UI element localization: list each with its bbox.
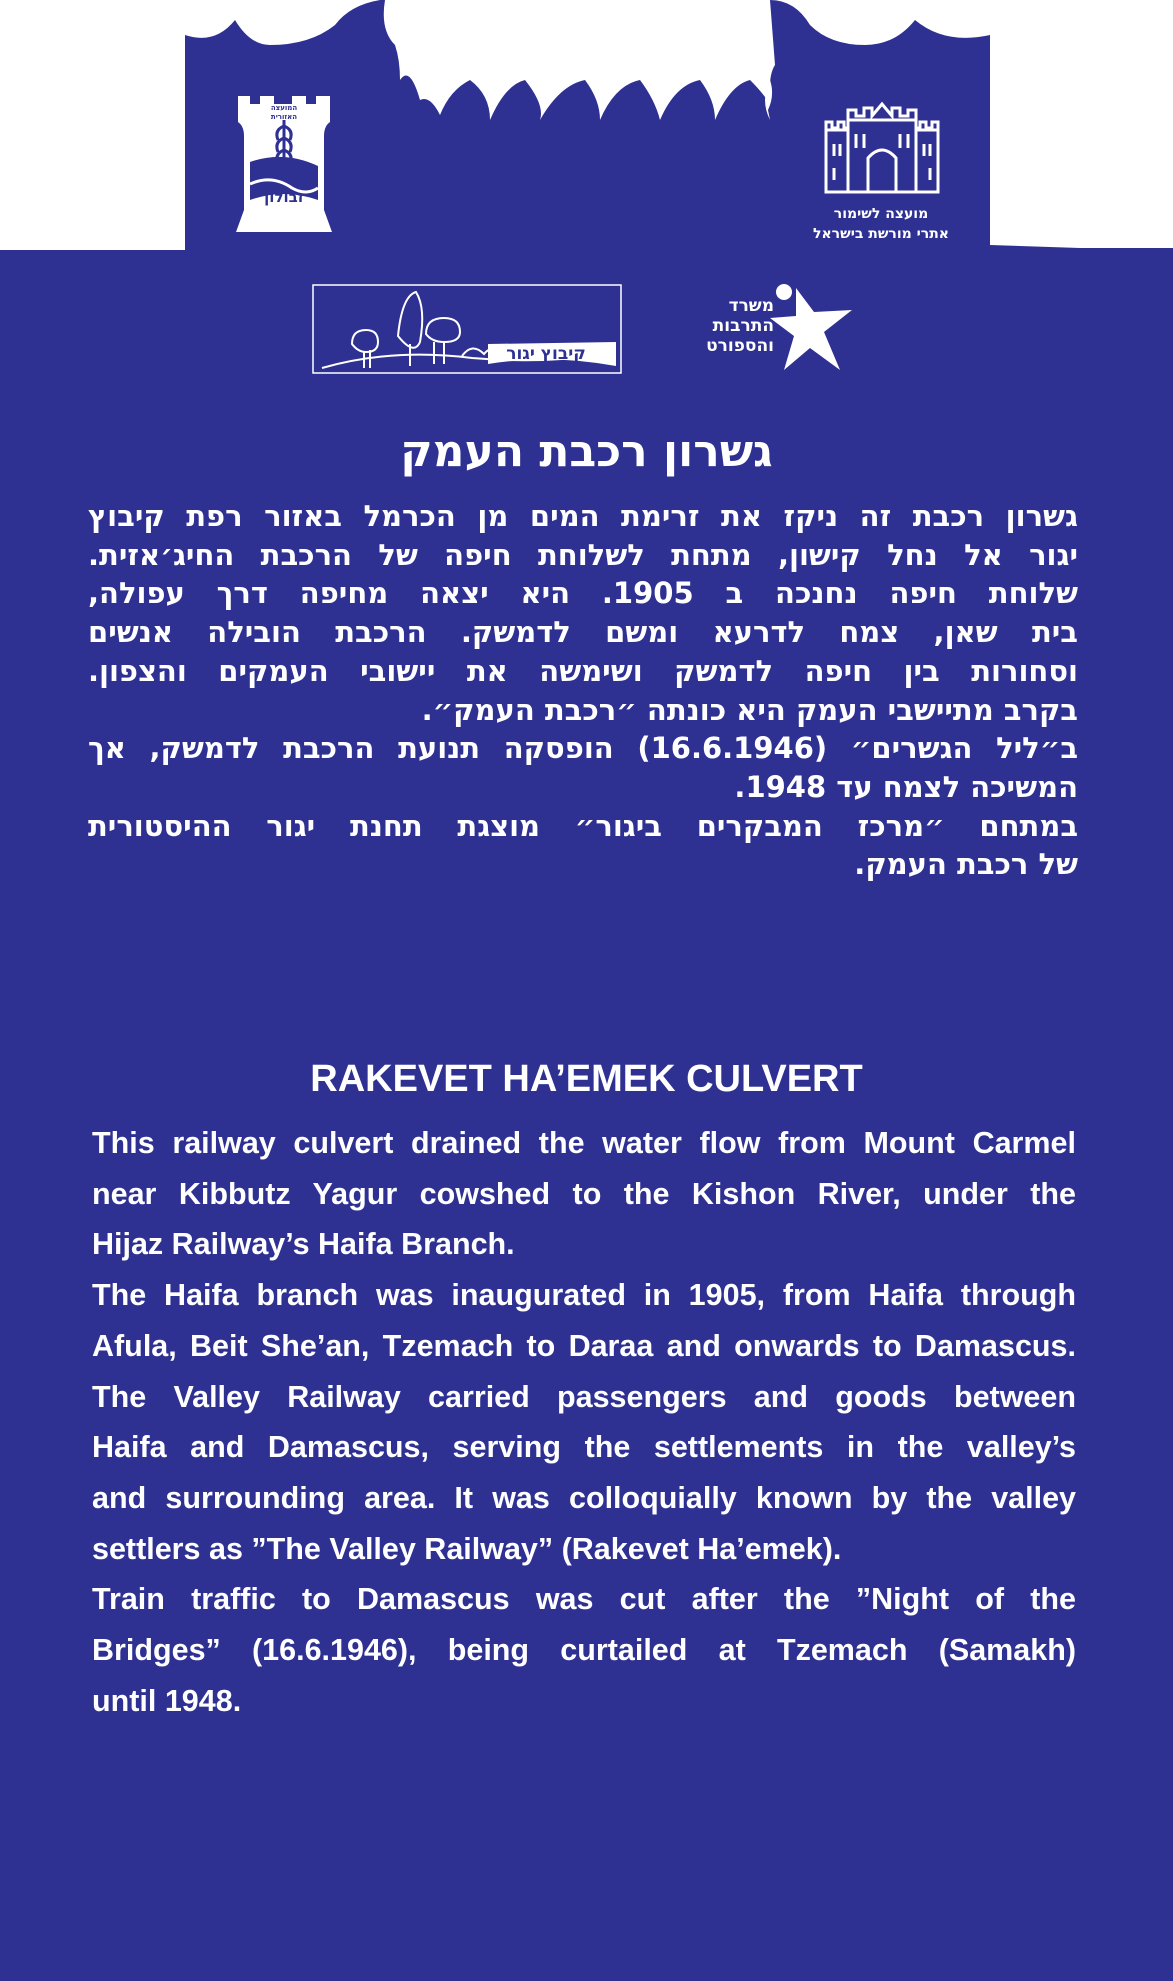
- ministry-star-figure-icon: [770, 282, 860, 374]
- heritage-caption-line2: אתרי מורשת בישראל: [813, 226, 949, 242]
- english-line: The Haifa branch was inaugurated in 1905, from Haifa through: [92, 1278, 1076, 1313]
- hebrew-line: שלוחת חיפה נחנכה ב 1905. היא יצאה מחיפה דרך עפולה,: [88, 576, 1078, 611]
- ministry-logo: [770, 282, 860, 374]
- ministry-line3: והספורט: [706, 336, 774, 356]
- regional-council-top-text: המועצה האזורית: [270, 104, 298, 121]
- hebrew-line: המשיכה לצמח עד 1948.: [734, 769, 1078, 804]
- english-line: The Valley Railway carried passengers and goods between: [92, 1379, 1076, 1414]
- english-line: until 1948.: [92, 1683, 242, 1718]
- english-line: near Kibbutz Yagur cowshed to the Kishon River, under the: [92, 1176, 1076, 1211]
- hebrew-line: ב״ליל הגשרים״ (16.6.1946) הופסקה תנועת הרכבת לדמשק, אך: [88, 731, 1079, 766]
- english-line: Haifa and Damascus, serving the settlements in the valley’s: [92, 1430, 1076, 1465]
- english-line: Bridges” (16.6.1946), being curtailed at Tzemach (Samakh): [92, 1633, 1076, 1668]
- regional-council-name: זבולון: [264, 188, 304, 206]
- english-line: Afula, Beit She’an, Tzemach to Daraa and onwards to Damascus.: [92, 1328, 1076, 1363]
- hebrew-line: במתחם ״מרכז המבקרים ביגור״ מוצגת תחנת יגור ההיסטורית: [88, 808, 1078, 843]
- hebrew-line: בקרב מתיישבי העמק היא כונתה ״רכבת העמק״.: [421, 692, 1078, 727]
- hebrew-line: יגור אל נחל קישון, מתחת לשלוחת חיפה של הרכבת החיג׳אזית.: [88, 537, 1078, 572]
- hebrew-line: גשרון רכבת זה ניקז את זרימת המים מן הכרמל באזור רפת קיבוץ: [88, 499, 1078, 533]
- hebrew-line: בית שאן, צמח לדרעא ומשם לדמשק. הרכבת הובילה אנשים: [88, 615, 1078, 650]
- english-line: and surrounding area. It was colloquially known by the valley: [92, 1480, 1076, 1515]
- hebrew-body: [88, 497, 1078, 884]
- english-line: Train traffic to Damascus was cut after the ”Night of the: [92, 1582, 1076, 1617]
- hebrew-title: גשרון רכבת העמק: [400, 426, 773, 477]
- ministry-line2: התרבות: [712, 316, 774, 336]
- english-line: settlers as ”The Valley Railway” (Rakevet Ha’emek).: [92, 1531, 842, 1566]
- english-title: RAKEVET HA’EMEK CULVERT: [310, 1058, 863, 1100]
- hebrew-line: וסחורות בין חיפה לדמשק ושימשה את יישובי העמקים והצפון.: [88, 653, 1078, 688]
- ministry-line1: משרד: [728, 296, 774, 316]
- english-line: This railway culvert drained the water flow from Mount Carmel: [92, 1126, 1076, 1160]
- heritage-building-icon: [822, 100, 942, 198]
- hebrew-line: של רכבת העמק.: [854, 847, 1078, 882]
- english-body: [92, 1118, 1076, 1726]
- heritage-caption-line1: מועצה לשימור: [833, 206, 929, 222]
- kibbutz-yagur-name: קיבוץ יגור: [506, 344, 586, 364]
- heritage-council-logo: [822, 100, 942, 198]
- english-line: Hijaz Railway’s Haifa Branch.: [92, 1227, 515, 1262]
